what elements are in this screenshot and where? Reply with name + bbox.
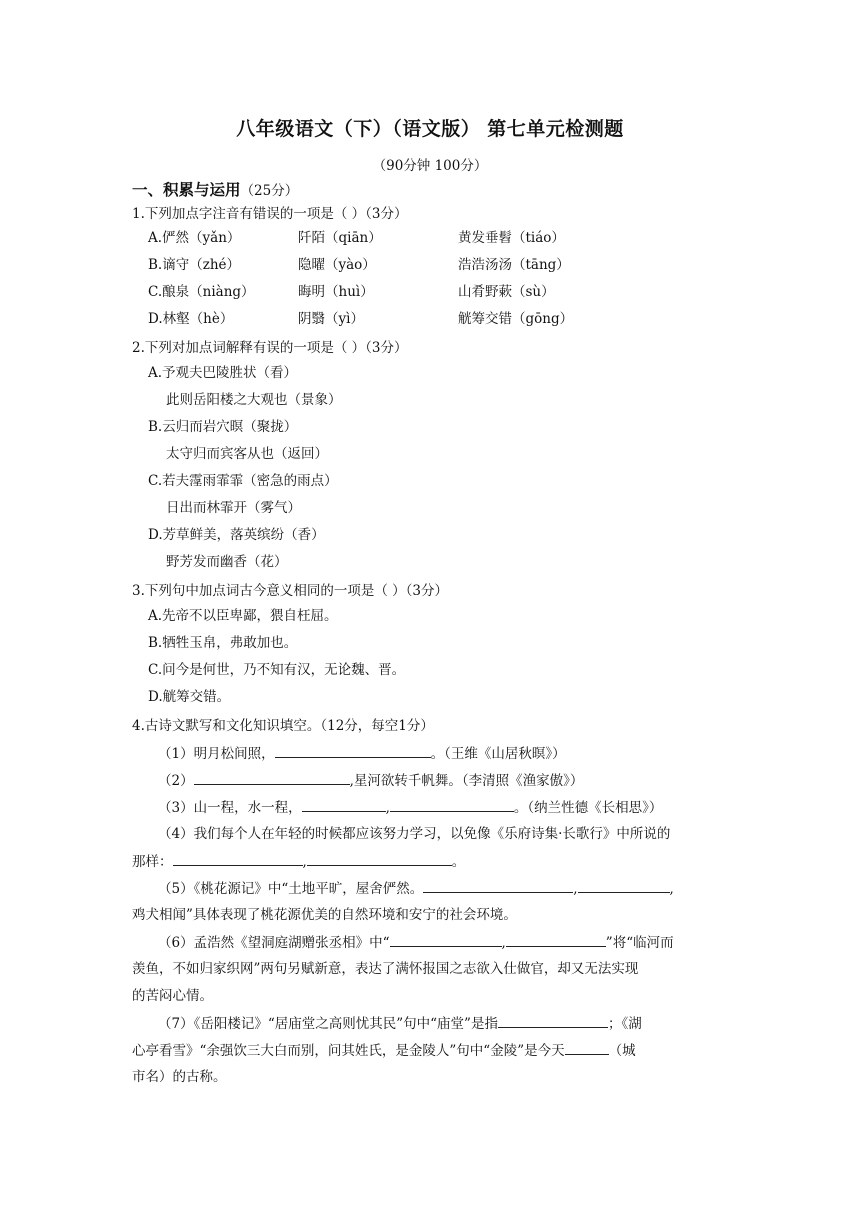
q4-item-7 <box>158 1013 642 1034</box>
q2-line: B.云归而岩穴暝（聚拢） <box>148 419 298 435</box>
q1-option-b1: B.谪守（zhé） <box>148 257 241 273</box>
q4-item-7-cont <box>132 1040 636 1061</box>
page-title: 八年级语文（下）（语文版） 第七单元检测题 <box>236 118 624 140</box>
q4-7-tail: ；《湖 <box>607 1016 642 1032</box>
answer-blank[interactable] <box>390 797 514 812</box>
q2-line: 野芳发而幽香（花） <box>166 554 288 570</box>
q4-item-4 <box>158 824 670 844</box>
q2-stem: 2.下列对加点词解释有误的一项是（ ）（3分） <box>132 340 408 356</box>
q3-option: D.觥筹交错。 <box>148 689 231 705</box>
q4-item-7-cont: 市名）的古称。 <box>132 1069 227 1085</box>
q4-2-prompt: （2） <box>158 773 194 789</box>
answer-blank[interactable] <box>194 770 350 785</box>
q2-line: A.予观夫巴陵胜状（看） <box>148 365 298 381</box>
q2-line: D.芳草鲜美，落英缤纷（香） <box>148 527 325 543</box>
q3-stem: 3.下列句中加点词古今意义相同的一项是（ ）（3分） <box>132 583 449 599</box>
q1-option-b2: 隐曜（yào） <box>298 257 376 273</box>
q4-7-prompt: （7）《岳阳楼记》“居庙堂之高则忧其民”句中“庙堂”是指 <box>158 1016 498 1032</box>
q4-6-comma: , <box>501 935 506 951</box>
q4-item-4-cont <box>132 851 465 872</box>
answer-blank[interactable] <box>275 743 431 758</box>
q1-option-a2: 阡陌（qiān） <box>298 230 382 246</box>
q2-line: 日出而林霏开（雾气） <box>166 500 301 516</box>
q4-item-3 <box>158 797 662 818</box>
q4-6-prompt: （6）孟浩然《望洞庭湖赠张丞相》中“ <box>158 935 390 951</box>
answer-blank[interactable] <box>302 797 386 812</box>
q4-3-comma: , <box>385 800 390 816</box>
q4-3-source: 。（纳兰性德《长相思》） <box>513 800 663 816</box>
answer-blank[interactable] <box>578 878 670 893</box>
section-points: （25分） <box>240 183 299 199</box>
answer-blank[interactable] <box>506 932 606 947</box>
section-title: 一、积累与运用 <box>132 180 241 199</box>
q1-option-c2: 晦明（huì） <box>298 284 374 300</box>
q4-7-line2: 心亭看雪》“余强饮三大白而别，问其姓氏，是金陵人”句中“金陵”是今天 <box>132 1043 565 1059</box>
q2-line: 此则岳阳楼之大观也（景象） <box>166 392 342 408</box>
q1-option-d2: 阴翳（yì） <box>298 311 364 327</box>
q4-item-6-cont: 的苦闷心情。 <box>132 988 213 1004</box>
q4-3-prompt: （3）山一程，水一程， <box>158 800 302 816</box>
q4-5-comma: , <box>573 881 578 897</box>
q4-item-5-cont: 鸡犬相闻”具体表现了桃花源优美的自然环境和安宁的社会环境。 <box>132 907 517 923</box>
q4-1-source: 。（王维《山居秋暝》） <box>430 746 566 762</box>
q1-option-a1: A.俨然（yǎn） <box>148 230 241 246</box>
q1-option-d1: D.林壑（hè） <box>148 311 234 327</box>
section-heading <box>132 178 298 200</box>
q4-7-line2-tail: （城 <box>608 1043 636 1059</box>
q4-4-lead: 那样： <box>132 854 173 870</box>
q4-item-6 <box>158 932 674 953</box>
q4-item-1 <box>158 743 566 764</box>
answer-blank[interactable] <box>307 851 452 866</box>
q4-2-source: ,星河欲转千帆舞。（李清照《渔家傲》） <box>349 773 584 789</box>
answer-blank[interactable] <box>390 932 502 947</box>
q1-option-d3: 觥筹交错（gōng） <box>458 311 574 327</box>
q4-4-comma: , <box>302 854 307 870</box>
q3-option: A.先帝不以臣卑鄙，猥自枉屈。 <box>148 608 338 624</box>
q2-line: C.若夫霪雨霏霏（密急的雨点） <box>148 473 338 489</box>
answer-blank[interactable] <box>423 878 573 893</box>
answer-blank[interactable] <box>565 1040 609 1055</box>
q4-item-6-cont: 羡鱼，不如归家织网”两句另赋新意，表达了满怀报国之志欲入仕做官，却又无法实现 <box>132 961 639 977</box>
q1-option-a3: 黄发垂髫（tiáo） <box>458 230 565 246</box>
q4-4-prompt: （4）我们每个人在年轻的时候都应该努力学习，以免像《乐府诗集·长歌行》中所说的 <box>158 826 671 842</box>
q4-item-2 <box>158 770 583 791</box>
answer-blank[interactable] <box>173 851 303 866</box>
q4-1-prompt: （1）明月松间照， <box>158 746 275 762</box>
q4-6-tail: ”将“临河而 <box>605 935 674 951</box>
q2-line: 太守归而宾客从也（返回） <box>166 446 328 462</box>
q1-option-c1: C.酿泉（niàng） <box>148 284 255 300</box>
q3-option: C.问今是何世，乃不知有汉，无论魏、晋。 <box>148 662 406 678</box>
q4-5-comma2: , <box>669 881 674 897</box>
q3-option: B.牺牲玉帛，弗敢加也。 <box>148 635 298 651</box>
q4-4-end: 。 <box>451 854 466 870</box>
q1-option-b3: 浩浩汤汤（tāng） <box>458 257 570 273</box>
q1-option-c3: 山肴野蔌（sù） <box>458 284 555 300</box>
answer-blank[interactable] <box>498 1013 608 1028</box>
q1-stem: 1.下列加点字注音有错误的一项是（ ）（3分） <box>132 206 408 222</box>
q4-stem: 4.古诗文默写和文化知识填空。（12分，每空1分） <box>132 718 434 734</box>
q4-5-prompt: （5）《桃花源记》中“土地平旷，屋舍俨然。 <box>158 881 424 897</box>
exam-duration-score: （90分钟 100分） <box>372 158 488 174</box>
q4-item-5 <box>158 878 674 899</box>
